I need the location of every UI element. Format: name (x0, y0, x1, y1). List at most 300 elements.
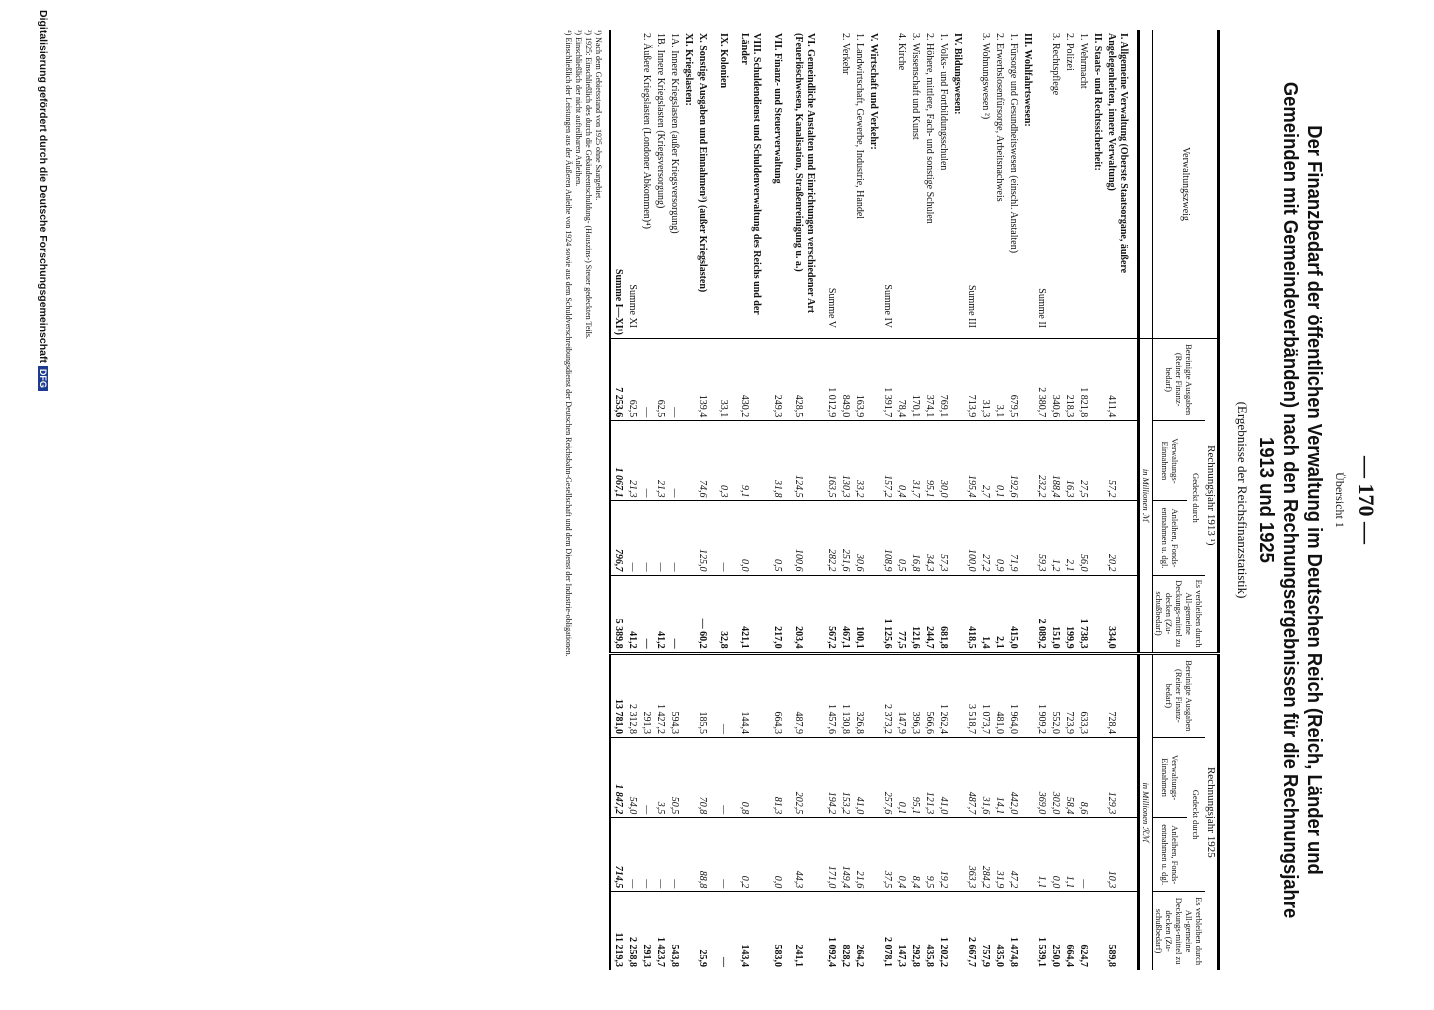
row-label: 2. Äußere Kriegslasten (Londoner Abkommen)⁴) (641, 33, 652, 229)
dfg-logo: DFG (38, 366, 48, 391)
footnote: ³) Einschließlich der nicht aufteilbaren Anleihen. (574, 30, 583, 187)
digitization-text: Digitalisierung gefördert durch die Deutsche Forschungsgemeinschaft (37, 10, 49, 363)
cell-value: 185,5 (695, 653, 716, 737)
cell-value: 121,6 (908, 575, 922, 653)
cell-value: 5 389,8 (610, 575, 625, 653)
cell-value: 2,1 (992, 575, 1006, 653)
cell-value: 769,1 (936, 339, 950, 421)
cell-value: — (716, 818, 737, 892)
table-row (1034, 30, 1048, 970)
cell-value: 31,7 (908, 421, 922, 501)
cell-value (866, 501, 880, 575)
cell-value: 1,4 (978, 575, 992, 653)
cell-value: 58,4 (1062, 737, 1076, 817)
table-row (824, 30, 838, 970)
cell-value: 9,1 (737, 421, 770, 501)
page-number: — 170 — (1354, 456, 1379, 544)
cell-value: 1 130,8 (838, 653, 852, 737)
cell-value: 2,7 (978, 421, 992, 501)
cell-value: 33,2 (852, 421, 866, 501)
cell-value: 74,6 (695, 421, 716, 501)
row-label: II. Staats- und Rechtssicherheit: (1092, 33, 1103, 171)
cell-value: 1,1 (1034, 818, 1048, 892)
cell-value: 467,1 (838, 575, 852, 653)
cell-value: 34,3 (922, 501, 936, 575)
overview-label: Übersicht 1 (1333, 472, 1347, 528)
cell-value: — (625, 818, 639, 892)
table-row (908, 30, 922, 970)
cell-value: 71,9 (1006, 501, 1020, 575)
cell-value: — 60,2 (695, 575, 716, 653)
cell-value: 251,6 (838, 501, 852, 575)
table-row (1090, 30, 1104, 970)
table-row (639, 30, 653, 970)
cell-value: 27,5 (1076, 421, 1090, 501)
cell-value: 435,8 (922, 892, 936, 970)
cell-value: 30,0 (936, 421, 950, 501)
cell-value: 757,9 (978, 892, 992, 970)
cell-value: 442,0 (1006, 737, 1020, 817)
cell-value (1090, 501, 1104, 575)
table-row (653, 30, 667, 970)
row-label: 1. Wehrmacht (1078, 33, 1089, 89)
cell-value: 32,8 (716, 575, 737, 653)
row-label: Summe III (966, 284, 977, 328)
cell-value: 284,2 (978, 818, 992, 892)
cell-value: 0,2 (737, 818, 770, 892)
cell-value (950, 575, 964, 653)
cell-value: 77,5 (894, 575, 908, 653)
cell-value: 47,2 (1006, 818, 1020, 892)
cell-value (681, 818, 695, 892)
footnote: ⁴) Einschließlich der Leistungen aus der Äußeren Anleihe von 1924 sowie aus dem Schuldverschreibungsdienst der Deutschen Reichsbahn-Gesellschaft und dem Dienst der Industrie-obligationen. (564, 30, 573, 657)
digitization-note (37, 0, 49, 1010)
cell-value: 11 219,3 (610, 892, 625, 970)
cell-value: 171,0 (824, 818, 838, 892)
cell-value (866, 737, 880, 817)
cell-value: 95,1 (908, 737, 922, 817)
cell-value: 70,8 (695, 737, 716, 817)
col-header-branch: Verwaltungszweig (1153, 30, 1219, 339)
table-row (992, 30, 1006, 970)
cell-value: 20,2 (1104, 501, 1139, 575)
cell-value (1090, 892, 1104, 970)
page-header (1234, 0, 1379, 1000)
cell-value: 340,6 (1048, 339, 1062, 421)
cell-value: 25,9 (695, 892, 716, 970)
col-header-remain-1913: Es verbleiben durch All-gemeine Deckungs-mittel zu decken (Zu-schußbedarf) (1153, 575, 1206, 653)
cell-value: 14,1 (992, 737, 1006, 817)
row-label: VII. Finanz- und Steuerverwaltung (772, 33, 783, 184)
table-row (667, 30, 681, 970)
cell-value (1020, 653, 1034, 737)
cell-value: 1 067,1 (610, 421, 625, 501)
cell-value: — (716, 892, 737, 970)
unit-1925: in Millionen ℛℳ (1139, 653, 1153, 970)
cell-value: — (1076, 818, 1090, 892)
cell-value: 151,0 (1048, 575, 1062, 653)
cell-value (866, 892, 880, 970)
table-row (978, 30, 992, 970)
cell-value: 828,2 (838, 892, 852, 970)
cell-value (681, 501, 695, 575)
cell-value: 681,8 (936, 575, 950, 653)
cell-value (950, 421, 964, 501)
cell-value: 543,8 (667, 892, 681, 970)
cell-value: 41,0 (852, 737, 866, 817)
cell-value: 1,2 (1048, 501, 1062, 575)
cell-value: 199,9 (1062, 575, 1076, 653)
col-header-covered-1925: Gedeckt durch (1187, 737, 1205, 891)
cell-value: 363,3 (964, 818, 978, 892)
cell-value: 430,2 (737, 339, 770, 421)
cell-value: 244,7 (922, 575, 936, 653)
cell-value: 713,9 (964, 339, 978, 421)
cell-value: 33,1 (716, 339, 737, 421)
row-label: 3. Wohnungswesen ²) (980, 33, 991, 120)
cell-value: 418,5 (964, 575, 978, 653)
row-label: 2. Polizei (1064, 33, 1075, 71)
cell-value: 633,3 (1076, 653, 1090, 737)
cell-value: 1 202,2 (936, 892, 950, 970)
cell-value: 1 427,2 (653, 653, 667, 737)
cell-value: 2 312,8 (625, 653, 639, 737)
row-label: Summe IV (882, 284, 893, 328)
row-label: X. Sonstige Ausgaben und Einnahmen³) (außer Kriegslasten) (697, 33, 708, 293)
cell-value: 50,5 (667, 737, 681, 817)
cell-value: 62,5 (625, 339, 639, 421)
cell-value (866, 421, 880, 501)
cell-value: 796,7 (610, 501, 625, 575)
cell-value (866, 818, 880, 892)
table-row (922, 30, 936, 970)
cell-value: 203,4 (791, 575, 824, 653)
cell-value: 566,6 (922, 653, 936, 737)
cell-value: 1,1 (1062, 818, 1076, 892)
cell-value: 95,1 (922, 421, 936, 501)
row-label: 4. Kirche (896, 33, 907, 71)
footnotes (563, 30, 603, 970)
table-row (894, 30, 908, 970)
cell-value: 57,3 (936, 501, 950, 575)
table-row (1006, 30, 1020, 970)
cell-value (681, 339, 695, 421)
cell-value: 13 781,0 (610, 653, 625, 737)
finance-table (609, 30, 1220, 970)
cell-value: 0,0 (737, 501, 770, 575)
cell-value: 62,5 (653, 339, 667, 421)
cell-value: — (716, 653, 737, 737)
cell-value: 291,3 (639, 653, 653, 737)
cell-value (1090, 339, 1104, 421)
cell-value: 8,4 (908, 818, 922, 892)
cell-value: 369,0 (1034, 737, 1048, 817)
cell-value: 8,6 (1076, 737, 1090, 817)
row-label: VIII. Schuldendienst und Schuldenverwaltung des Reichs und der Länder (739, 33, 762, 315)
cell-value: — (639, 737, 653, 817)
row-label: Summe I—XI¹) (613, 268, 624, 335)
cell-value: — (639, 421, 653, 501)
cell-value (950, 501, 964, 575)
cell-value: 0,5 (770, 501, 791, 575)
cell-value: 1 847,2 (610, 737, 625, 817)
cell-value: 194,2 (824, 737, 838, 817)
table-row (950, 30, 964, 970)
row-label: IX. Kolonien (718, 33, 729, 89)
cell-value: 31,9 (992, 818, 1006, 892)
cell-value: 57,2 (1104, 421, 1139, 501)
table-row (852, 30, 866, 970)
cell-value: 664,3 (770, 653, 791, 737)
row-label: IV. Bildungswesen: (952, 33, 963, 115)
cell-value: 232,2 (1034, 421, 1048, 501)
cell-value: 728,4 (1104, 653, 1139, 737)
cell-value (1020, 575, 1034, 653)
cell-value: 415,0 (1006, 575, 1020, 653)
cell-value: 411,4 (1104, 339, 1139, 421)
cell-value: 2 089,2 (1034, 575, 1048, 653)
cell-value: 2 258,8 (625, 892, 639, 970)
row-label: XI. Kriegslasten: (683, 33, 694, 106)
cell-value: 41,2 (625, 575, 639, 653)
cell-value: 7 253,6 (610, 339, 625, 421)
cell-value: 3 518,7 (964, 653, 978, 737)
cell-value: 0,4 (894, 818, 908, 892)
cell-value: 0,3 (716, 421, 737, 501)
cell-value: 374,1 (922, 339, 936, 421)
cell-value: 144,4 (737, 653, 770, 737)
cell-value (866, 339, 880, 421)
cell-value: 291,3 (639, 892, 653, 970)
table-row (610, 30, 625, 970)
cell-value: 16,3 (1062, 421, 1076, 501)
cell-value: 100,0 (964, 501, 978, 575)
row-label: Summe II (1036, 288, 1047, 328)
cell-value: 153,2 (838, 737, 852, 817)
cell-value (681, 892, 695, 970)
table-row (936, 30, 950, 970)
col-header-loans-1913: Anleihen, Fonds-entnahmen u. dgl. (1153, 501, 1187, 575)
cell-value: 567,2 (824, 575, 838, 653)
cell-value: 218,3 (1062, 339, 1076, 421)
cell-value: 0,9 (992, 501, 1006, 575)
cell-value: 129,3 (1104, 737, 1139, 817)
cell-value: 121,3 (922, 737, 936, 817)
cell-value: 583,0 (770, 892, 791, 970)
cell-value (1020, 501, 1034, 575)
cell-value: 195,4 (964, 421, 978, 501)
row-label: 2. Erwerbslosenfürsorge, Arbeitsnachweis (994, 33, 1005, 202)
row-label: VI. Gemeindliche Anstalten und Einrichtungen verschiedener Art (Feuerlöschwesen, Kanalisation, Straßenreinigung u. a.) (793, 33, 816, 314)
col-header-covered-1913: Gedeckt durch (1187, 421, 1205, 575)
cell-value (950, 737, 964, 817)
cell-value (950, 892, 964, 970)
cell-value (950, 818, 964, 892)
cell-value: 1 909,2 (1034, 653, 1048, 737)
table-row (737, 30, 770, 970)
cell-value: 1 391,7 (880, 339, 894, 421)
cell-value: 124,5 (791, 421, 824, 501)
cell-value: 19,2 (936, 818, 950, 892)
table-row (1020, 30, 1034, 970)
table-row (770, 30, 791, 970)
cell-value: 257,6 (880, 737, 894, 817)
cell-value: 9,5 (922, 818, 936, 892)
cell-value: 679,5 (1006, 339, 1020, 421)
col-header-1925: Rechnungsjahr 1925 (1205, 653, 1219, 970)
cell-value: 1 125,6 (880, 575, 894, 653)
cell-value: — (667, 501, 681, 575)
cell-value (950, 653, 964, 737)
row-label: 1A. Innere Kriegslasten (außer Kriegsversorgung) (669, 33, 680, 234)
cell-value: 2 380,7 (1034, 339, 1048, 421)
table-body (610, 30, 1139, 970)
cell-value: 44,3 (791, 818, 824, 892)
cell-value: 1 457,6 (824, 653, 838, 737)
cell-value: 21,6 (852, 818, 866, 892)
cell-value: 56,0 (1076, 501, 1090, 575)
table-row (880, 30, 894, 970)
cell-value: 714,5 (610, 818, 625, 892)
row-label: V. Wirtschaft und Verkehr: (868, 33, 879, 150)
cell-value (866, 575, 880, 653)
cell-value: 108,9 (880, 501, 894, 575)
cell-value: 157,2 (880, 421, 894, 501)
cell-value: 481,0 (992, 653, 1006, 737)
cell-value: 241,1 (791, 892, 824, 970)
row-label: 1B. Innere Kriegslasten (Kriegsversorgung) (655, 33, 666, 209)
cell-value: 16,8 (908, 501, 922, 575)
cell-value: 0,1 (894, 737, 908, 817)
cell-value: — (639, 501, 653, 575)
row-label: 1. Fürsorge und Gesundheitswesen (einschl. Anstalten) (1008, 33, 1019, 254)
cell-value: 31,8 (770, 421, 791, 501)
cell-value (1020, 737, 1034, 817)
cell-value: 2 078,1 (880, 892, 894, 970)
cell-value: 302,0 (1048, 737, 1062, 817)
cell-value: 217,0 (770, 575, 791, 653)
col-header-adj-1925: Bereinigte Ausgaben (Reiner Finanz-bedarf) (1153, 653, 1206, 737)
cell-value: 1 423,7 (653, 892, 667, 970)
cell-value: — (653, 501, 667, 575)
cell-value: 30,6 (852, 501, 866, 575)
cell-value (1090, 737, 1104, 817)
col-header-admin-1925: Verwaltungs-Einnahmen (1153, 737, 1187, 817)
cell-value: 3,1 (992, 339, 1006, 421)
table-row (1062, 30, 1076, 970)
cell-value: 37,5 (880, 818, 894, 892)
cell-value: 1 738,3 (1076, 575, 1090, 653)
cell-value: — (639, 818, 653, 892)
cell-value: 88,8 (695, 818, 716, 892)
cell-value (1090, 421, 1104, 501)
table-row (681, 30, 695, 970)
cell-value: 170,1 (908, 339, 922, 421)
row-label: 2. Verkehr (840, 33, 851, 75)
cell-value: 2,1 (1062, 501, 1076, 575)
cell-value: 589,8 (1104, 892, 1139, 970)
col-header-loans-1925: Anleihen, Fonds-entnahmen u. dgl. (1153, 818, 1187, 892)
cell-value: 487,9 (791, 653, 824, 737)
cell-value: 41,2 (653, 575, 667, 653)
cell-value: 192,6 (1006, 421, 1020, 501)
col-header-remain-1925: Es verbleiben durch All-gemeine Deckungs-mittel zu decken (Zu-schußbedarf) (1153, 892, 1206, 970)
cell-value: 100,1 (852, 575, 866, 653)
cell-value: — (716, 501, 737, 575)
cell-value: 130,3 (838, 421, 852, 501)
cell-value: 2 373,2 (880, 653, 894, 737)
cell-value: 428,5 (791, 339, 824, 421)
table-row (695, 30, 716, 970)
cell-value: — (667, 339, 681, 421)
cell-value: 1 964,0 (1006, 653, 1020, 737)
cell-value (681, 421, 695, 501)
cell-value: 624,7 (1076, 892, 1090, 970)
table-row (1048, 30, 1062, 970)
cell-value: 0,1 (992, 421, 1006, 501)
cell-value: 396,3 (908, 653, 922, 737)
cell-value: 31,6 (978, 737, 992, 817)
cell-value: 147,3 (894, 892, 908, 970)
cell-value: 100,6 (791, 501, 824, 575)
cell-value: 54,0 (625, 737, 639, 817)
cell-value: 163,5 (824, 421, 838, 501)
cell-value: 41,0 (936, 737, 950, 817)
cell-value (1090, 818, 1104, 892)
cell-value: 0,0 (1048, 818, 1062, 892)
cell-value: 292,8 (908, 892, 922, 970)
cell-value (681, 737, 695, 817)
cell-value: 125,0 (695, 501, 716, 575)
cell-value: 0,4 (894, 421, 908, 501)
table-row (1076, 30, 1090, 970)
table-row (964, 30, 978, 970)
page-subtitle: (Ergebnisse der Reichsfinanzstatistik) (1235, 401, 1250, 599)
cell-value: 81,3 (770, 737, 791, 817)
cell-value: 1 012,9 (824, 339, 838, 421)
cell-value: 1 073,7 (978, 653, 992, 737)
cell-value: 27,2 (978, 501, 992, 575)
row-label: 3. Wissenschaft und Kunst (910, 33, 921, 140)
document-page (37, 0, 1397, 1000)
cell-value: — (667, 421, 681, 501)
cell-value: — (639, 339, 653, 421)
cell-value: — (667, 818, 681, 892)
cell-value (950, 339, 964, 421)
table-row (716, 30, 737, 970)
table-row (1104, 30, 1139, 970)
cell-value: — (667, 575, 681, 653)
cell-value: 1 262,4 (936, 653, 950, 737)
cell-value: 664,4 (1062, 892, 1076, 970)
cell-value: 249,3 (770, 339, 791, 421)
cell-value: 149,4 (838, 818, 852, 892)
cell-value (1020, 818, 1034, 892)
cell-value: 31,3 (978, 339, 992, 421)
row-label: 1. Volks- und Fortbildungsschulen (938, 33, 949, 171)
cell-value: 1 821,8 (1076, 339, 1090, 421)
cell-value (1090, 575, 1104, 653)
cell-value: 143,4 (737, 892, 770, 970)
cell-value: 264,2 (852, 892, 866, 970)
cell-value: 2 667,7 (964, 892, 978, 970)
cell-value: 487,7 (964, 737, 978, 817)
cell-value: — (653, 818, 667, 892)
page-title: Der Finanzbedarf der öffentlichen Verwaltung im Deutschen Reich (Reich, Länder und Gemeinden mit Gemeindeverbänden) nach den Rechnungsergebnissen für die Rechnungsjahre 1913 und 1925 (1255, 81, 1325, 919)
cell-value: 552,0 (1048, 653, 1062, 737)
row-label: Summe XI (627, 284, 638, 328)
cell-value: — (639, 575, 653, 653)
